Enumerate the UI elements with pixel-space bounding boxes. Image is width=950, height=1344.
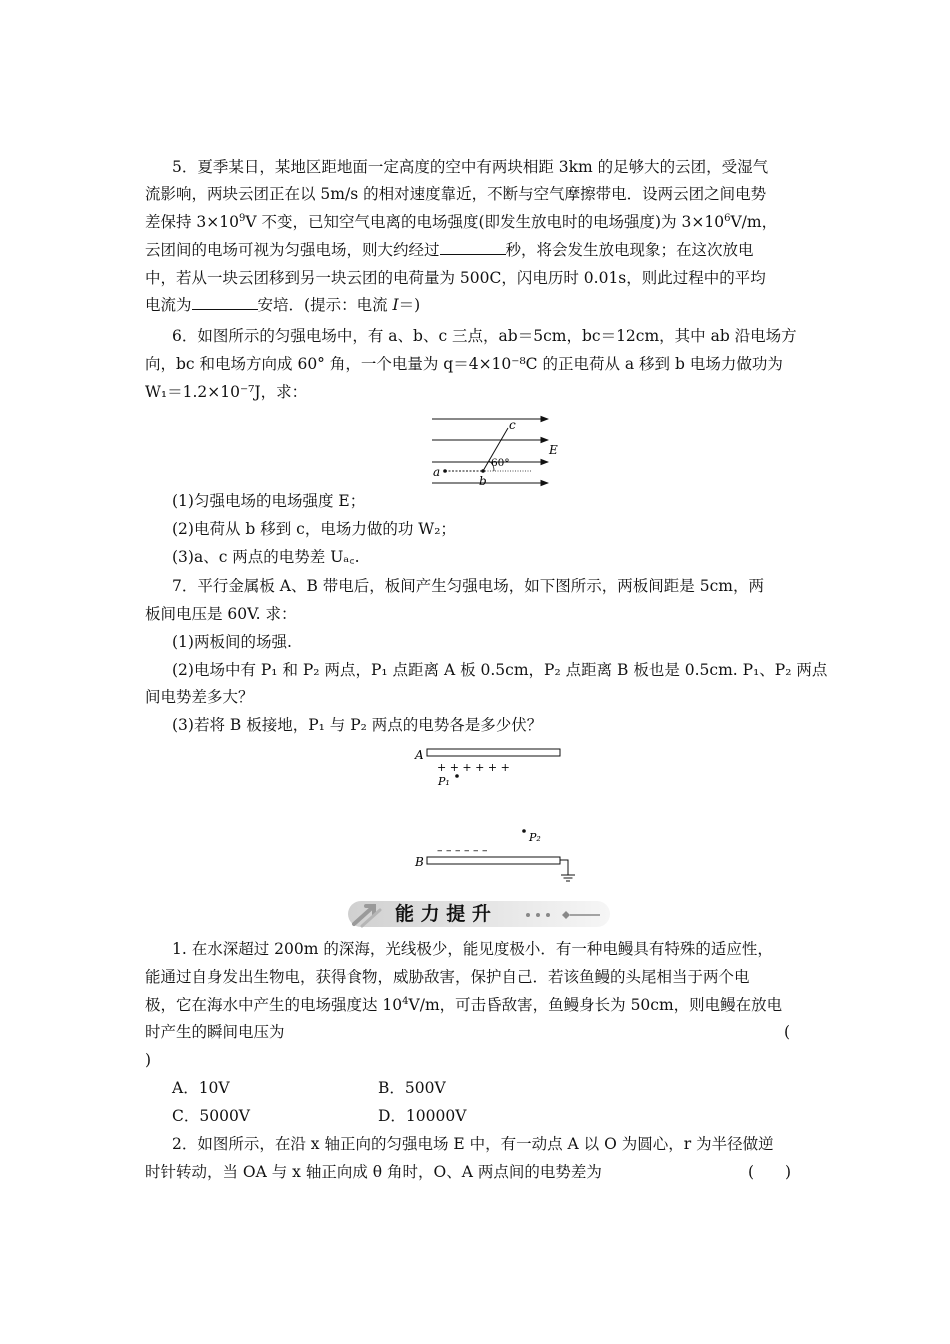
q5-line-2: 流影响，两块云团正在以 5m/s 的相对速度靠近，不断与空气摩擦带电．设两云团之间电势 [145,185,767,203]
n1-line-1: 1. 在水深超过 200m 的深海，光线极少，能见度极小．有一种电鳗具有特殊的适应性， [172,940,773,958]
option-A[interactable]: A．10V [172,1079,230,1097]
q6-sub-3: (3)a、c 两点的电势差 Uₐ꜀. [172,548,360,566]
label-A: A [415,748,424,762]
n1-line-3: 极，它在海水中产生的电场强度达 $10^4V/m$，可击昏敌害，鱼鳗身长为 50cm，则电鳗在放电 [145,995,783,1014]
section-banner [340,897,610,931]
answer-blank-current[interactable] [192,295,258,310]
n1-line-2: 能通过自身发出生物电，获得食物，威胁敌害，保护自己．若该鱼鳗的头尾相当于两个电 [145,968,750,986]
q7-sub-3: (3)若将 B 板接地，P₁ 与 P₂ 两点的电势各是多少伏？ [172,716,543,734]
q5-line-4: 云团间的电场可视为匀强电场，则大约经过 秒，将会发生放电现象；在这次放电 [145,241,754,259]
banner-title: 能 力 提 升 [395,903,491,925]
option-C[interactable]: C．5000V [172,1107,250,1125]
minus-charges: – – – – – – [437,844,488,857]
banner-dot-2 [536,913,540,917]
label-E: E [549,443,558,457]
label-angle: 60° [491,457,510,469]
plus-charges: + + + + + + [437,761,510,774]
q7-plates-figure [410,743,590,893]
banner-dot-1 [526,913,530,917]
q6-line-1: 6．如图所示的匀强电场中，有 a、b、c 三点，ab＝5cm，bc＝12cm，其中 ab 沿电场方 [172,327,797,345]
q6-sub-2: (2)电荷从 b 移到 c，电场力做的功 W₂； [172,520,456,538]
q7-sub-1: (1)两板间的场强. [172,633,292,651]
n1-answer-paren-close: ) [145,1051,152,1069]
n1-line-4: 时产生的瞬间电压为 [145,1023,285,1041]
label-c: c [509,418,516,432]
q5-line-5: 中，若从一块云团移到另一块云团的电荷量为 500C，闪电历时 0.01s，则此过程中的平均 [145,269,766,287]
label-P2: P₂ [529,831,541,844]
label-a: a [433,465,441,479]
n2-line-2: 时针转动，当 OA 与 x 轴正向成 θ 角时，O、A 两点间的电势差为 [145,1163,602,1181]
q6-line-3: W₁＝1.2×10⁻⁷J，求： [145,383,308,401]
n1-answer-paren-open[interactable]: ( [784,1023,791,1041]
point-P1 [455,774,459,778]
q5-line-3: 差保持 $3\times 10^9V$ 不变，已知空气电离的电场强度(即发生放电时的电场强度)为 $3\times 10^6V/m$， [145,212,778,231]
point-b [481,469,485,473]
plate-A [427,749,560,756]
plate-B [427,857,560,864]
n2-answer-paren[interactable]: ( ) [748,1163,792,1181]
q7-sub-2b: 间电势差多大？ [145,688,254,706]
q7-line-2: 板间电压是 60V. 求： [145,605,297,623]
answer-blank-seconds[interactable] [440,240,506,255]
label-B: B [415,855,424,869]
option-D[interactable]: D．10000V [378,1107,467,1125]
label-b: b [479,474,487,488]
q5-line-6: 电流为 安培．(提示：电流 I＝) [145,296,421,314]
banner-dot-3 [546,913,550,917]
label-P1: P₁ [438,775,450,788]
q7-line-1: 7．平行金属板 A、B 带电后，板间产生匀强电场，如下图所示，两板间距是 5cm，两 [172,577,764,595]
ground-wire [560,860,568,875]
q6-field-figure [420,410,570,495]
point-a [443,469,447,473]
option-B[interactable]: B．500V [378,1079,446,1097]
q6-sub-1: (1)匀强电场的电场强度 E； [172,492,366,510]
n2-line-1: 2．如图所示，在沿 x 轴正向的匀强电场 E 中，有一动点 A 以 O 为圆心，r 为半径做逆 [172,1135,774,1153]
q6-line-2: 向，bc 和电场方向成 60° 角，一个电量为 q＝4×10⁻⁸C 的正电荷从 a 移到 b 电场力做功为 [145,355,783,373]
q7-sub-2a: (2)电场中有 P₁ 和 P₂ 两点，P₁ 点距离 A 板 0.5cm，P₂ 点距离 B 板也是 0.5cm. P₁、P₂ 两点 [172,661,828,679]
q5-line-1: 5．夏季某日，某地区距地面一定高度的空中有两块相距 3km 的足够大的云团，受湿气 [172,158,769,176]
point-P2 [522,829,526,833]
